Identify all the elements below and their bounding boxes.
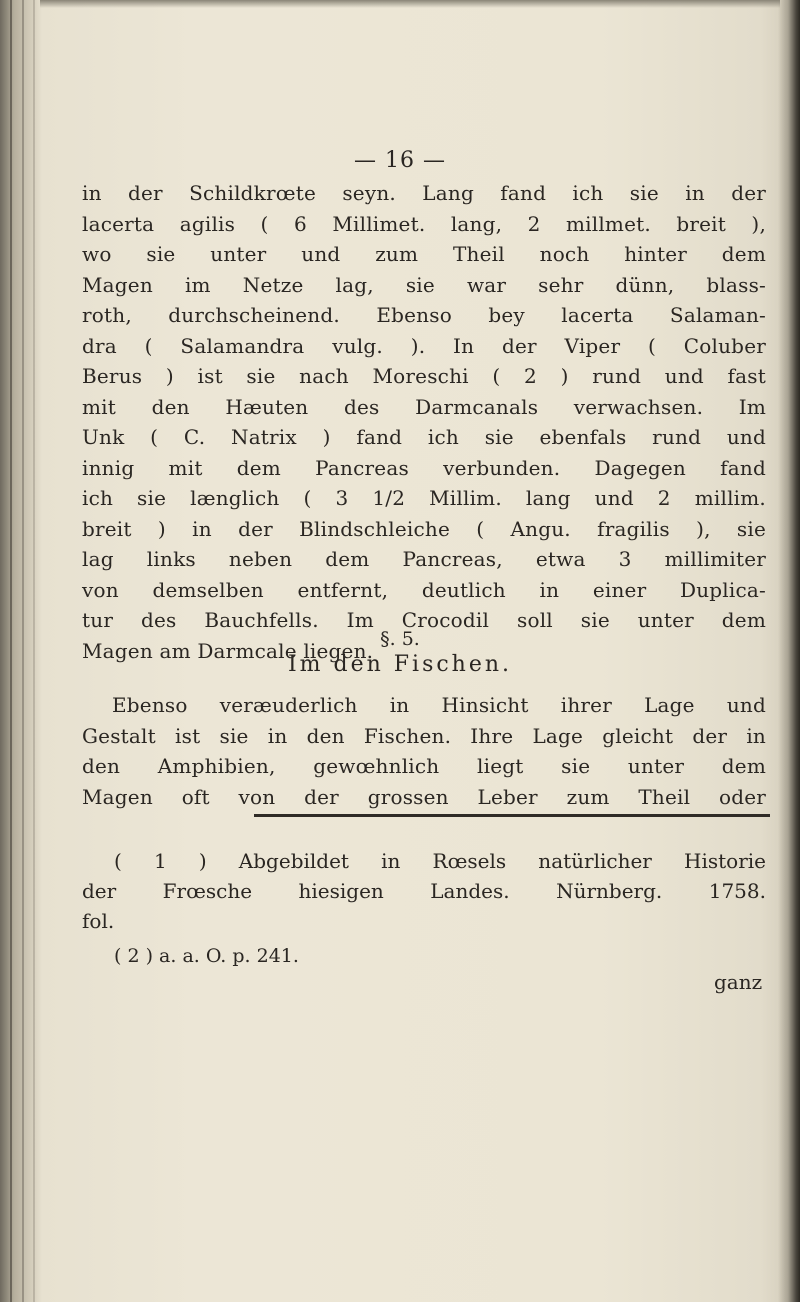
- text-line: in der Schildkrœte seyn. Lang fand ich sie in der: [82, 181, 766, 205]
- top-page-edge: [40, 0, 780, 8]
- left-binding-edge: [0, 0, 42, 1302]
- section-title: Im den Fischen.: [287, 652, 513, 677]
- text-line: mit den Hæuten des Darmcanals verwachsen. Im: [82, 394, 766, 419]
- footnote-line: der Frœsche hiesigen Landes. Nürnberg. 1758.: [82, 879, 766, 903]
- text-line: Magen im Netze lag, sie war sehr dünn, blass-: [82, 272, 766, 297]
- text-line: wo sie unter und zum Theil noch hinter dem: [82, 242, 766, 266]
- text-line: von demselben entfernt, deutlich in einer Duplica-: [82, 577, 766, 602]
- text-line: Magen oft von der grossen Leber zum Theil oder: [82, 784, 766, 809]
- text-line: Gestalt ist sie in den Fischen. Ihre Lage gleicht der in: [82, 723, 766, 748]
- text-line: breit ) in der Blindschleiche ( Angu. fragilis ), sie: [82, 516, 766, 541]
- text-line: ich sie længlich ( 3 1/2 Millim. lang und 2 millim.: [82, 486, 766, 510]
- text-line: dra ( Salamandra vulg. ). In der Viper ( Coluber: [82, 333, 766, 358]
- body-paragraph-1: [82, 178, 766, 666]
- body-paragraph-2: [82, 690, 766, 812]
- text-line: tur des Bauchfells. Im Crocodil soll sie unter dem: [82, 608, 766, 632]
- text-line: den Amphibien, gewœhnlich liegt sie unter dem: [82, 754, 766, 778]
- right-page-edge: [778, 0, 800, 1302]
- binding-fold-line: [33, 0, 35, 1302]
- section-number: §. 5.: [380, 628, 420, 650]
- binding-fold-line: [10, 0, 12, 1302]
- footnote-2: ( 2 ) a. a. O. p. 241.: [114, 945, 299, 967]
- text-line: lacerta agilis ( 6 Millimet. lang, 2 millmet. breit ),: [82, 211, 766, 236]
- text-line: Unk ( C. Natrix ) fand ich sie ebenfals rund und: [82, 425, 766, 449]
- text-line: Magen am Darmcale liegen.: [82, 638, 374, 663]
- text-line: innig mit dem Pancreas verbunden. Dagegen fand: [82, 455, 766, 480]
- catchword: ganz: [714, 970, 763, 994]
- footnote-line: fol.: [82, 909, 115, 933]
- text-line: lag links neben dem Pancreas, etwa 3 millimiter: [82, 547, 766, 571]
- footnote-1: [82, 846, 766, 936]
- footnote-divider: [254, 814, 770, 817]
- footnote-line: ( 1 ) Abgebildet in Rœsels natürlicher Historie: [114, 849, 766, 873]
- page-number: — 16 —: [354, 148, 446, 173]
- binding-fold-line: [22, 0, 24, 1302]
- text-line: roth, durchscheinend. Ebenso bey lacerta Salaman-: [82, 303, 766, 327]
- text-line: Ebenso veræuderlich in Hinsicht ihrer Lage und: [112, 693, 766, 717]
- text-line: Berus ) ist sie nach Moreschi ( 2 ) rund und fast: [82, 364, 766, 388]
